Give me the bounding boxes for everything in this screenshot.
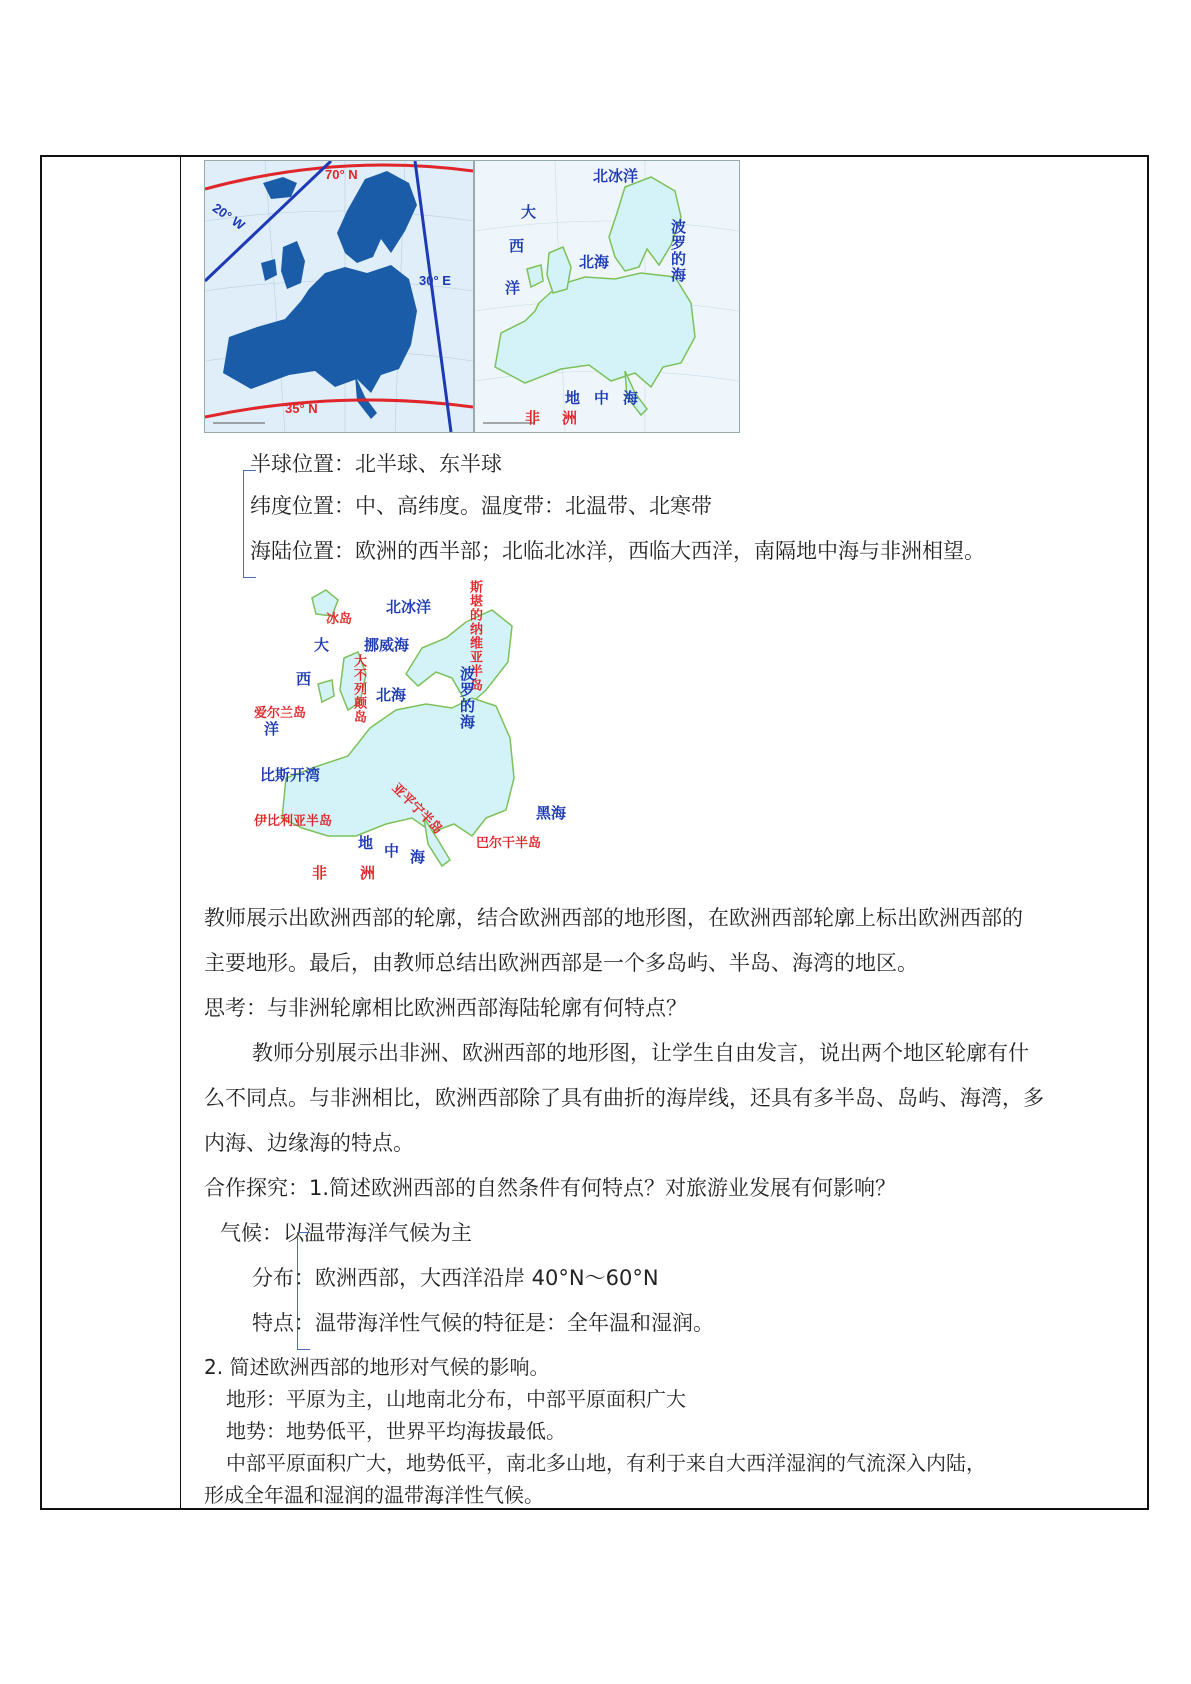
para-teacher-outline-2: 主要地形。最后，由教师总结出欧洲西部是一个多岛屿、半岛、海湾的地区。 — [204, 951, 918, 975]
climate-feature: 特点：温带海洋性气候的特征是：全年温和湿润。 — [252, 1311, 714, 1335]
brace-position — [243, 470, 244, 578]
label-lon-20w: 20° W — [209, 200, 248, 233]
question-terrain: 2. 简述欧洲西部的地形对气候的影响。 — [204, 1355, 550, 1379]
label-atlantic-2: 西 — [509, 238, 525, 255]
label-lat-70: 70° N — [325, 167, 358, 182]
label-africa: 非洲 — [525, 410, 600, 427]
label-atlantic-1: 大 — [521, 204, 537, 221]
label-iberian-peninsula: 伊比利亚半岛 — [254, 813, 333, 828]
conclusion-1: 中部平原面积广大，地势低平，南北多山地，有利于来自大西洋湿润的气流深入内陆， — [226, 1451, 986, 1475]
label-med-1: 地 — [358, 835, 374, 852]
label-atlantic-3-3: 洋 — [264, 721, 280, 738]
map-europe-outline-svg — [205, 161, 473, 432]
map-europe-outline — [204, 160, 474, 433]
label-scandinavia: 斯堪的纳维亚半岛 — [468, 580, 483, 692]
para-teacher-outline-1: 教师展示出欧洲西部的轮廓，结合欧洲西部的地形图，在欧洲西部轮廓上标出欧洲西部的 — [204, 906, 1023, 930]
label-atlantic-3-2: 西 — [296, 671, 312, 688]
label-bay-of-biscay: 比斯开湾 — [260, 767, 321, 784]
label-norwegian-sea: 挪威海 — [364, 637, 410, 654]
label-baltic-sea-3: 波罗的海 — [458, 666, 475, 730]
label-ireland: 爱尔兰岛 — [254, 705, 307, 720]
label-north-sea-3: 北海 — [376, 687, 407, 704]
map-europe-seas — [474, 160, 740, 433]
map-europe-features — [246, 578, 586, 884]
label-arctic-ocean: 北冰洋 — [593, 168, 639, 185]
latitude-position: 纬度位置：中、高纬度。温度带：北温带、北寒带 — [250, 494, 712, 518]
label-great-britain: 大不列颠岛 — [352, 654, 367, 724]
label-africa-1: 非 — [312, 865, 328, 882]
label-black-sea: 黑海 — [536, 805, 567, 822]
label-mediterranean: 地中海 — [565, 390, 653, 407]
terrain-description: 地形：平原为主，山地南北分布，中部平原面积广大 — [226, 1387, 686, 1411]
relief-description: 地势：地势低平，世界平均海拔最低。 — [226, 1419, 566, 1443]
label-med-3: 海 — [410, 849, 426, 866]
para-compare-2: 么不同点。与非洲相比，欧洲西部除了具有曲折的海岸线，还具有多半岛、岛屿、海湾，多 — [204, 1086, 1044, 1110]
label-arctic-ocean-3: 北冰洋 — [386, 599, 432, 616]
label-apennine-peninsula: 亚平宁半岛 — [389, 780, 446, 837]
label-baltic-sea: 波罗的海 — [669, 219, 686, 283]
hemisphere-position: 半球位置：北半球、东半球 — [250, 452, 502, 476]
question-think: 思考：与非洲轮廓相比欧洲西部海陆轮廓有何特点？ — [204, 996, 687, 1020]
label-north-sea: 北海 — [579, 254, 610, 271]
para-compare-3: 内海、边缘海的特点。 — [204, 1131, 414, 1155]
climate-type: 气候：以温带海洋气候为主 — [220, 1221, 472, 1245]
label-atlantic-3: 洋 — [505, 280, 521, 297]
label-lat-35: 35° N — [285, 401, 318, 416]
para-compare-1: 教师分别展示出非洲、欧洲西部的地形图，让学生自由发言，说出两个地区轮廓有什 — [252, 1041, 1029, 1065]
label-atlantic-3-1: 大 — [314, 637, 330, 654]
question-cooperate: 合作探究：1.简述欧洲西部的自然条件有何特点？对旅游业发展有何影响？ — [204, 1176, 897, 1200]
label-lon-30e: 30° E — [419, 273, 451, 288]
label-iceland: 冰岛 — [326, 611, 353, 626]
label-africa-2: 洲 — [360, 865, 376, 882]
label-med-2: 中 — [384, 843, 400, 860]
conclusion-2: 形成全年温和湿润的温带海洋性气候。 — [204, 1483, 544, 1507]
sea-land-position: 海陆位置：欧洲的西半部；北临北冰洋，西临大西洋，南隔地中海与非洲相望。 — [250, 539, 985, 563]
label-balkan-peninsula: 巴尔干半岛 — [476, 835, 542, 850]
climate-distribution: 分布：欧洲西部，大西洋沿岸 40°N～60°N — [252, 1266, 659, 1290]
